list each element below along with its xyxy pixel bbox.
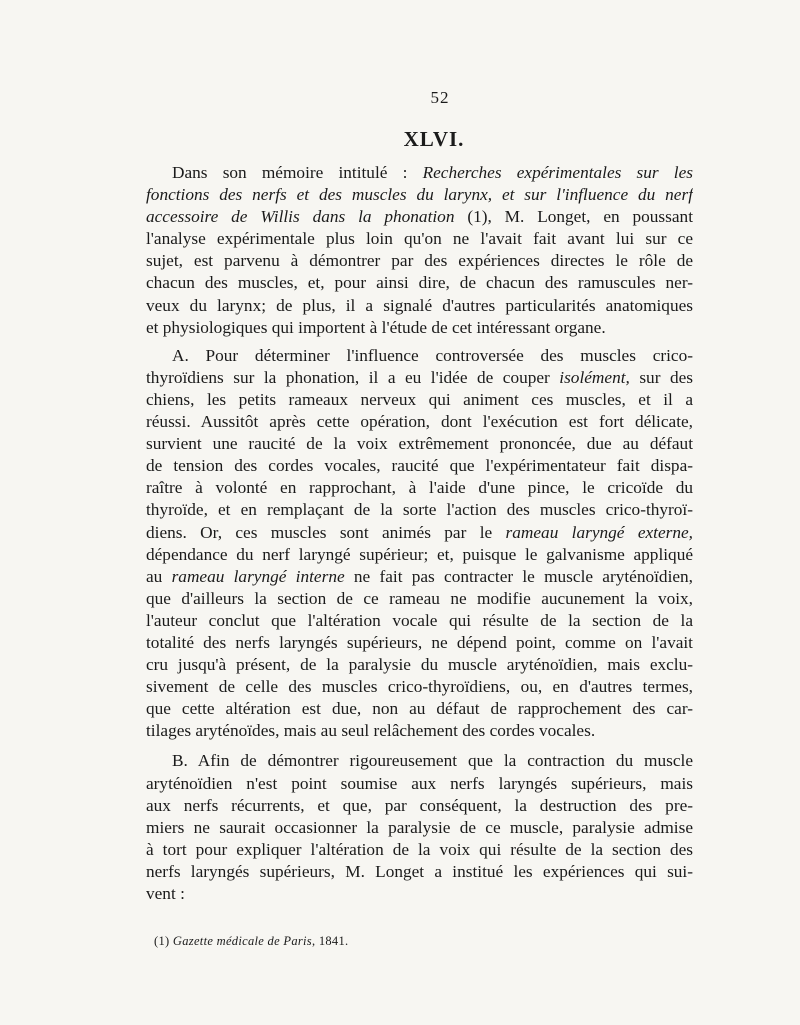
italic-text: Recherches expérimentales sur les <box>422 163 693 182</box>
text-line: totalité des nerfs laryngés supérieurs, ne dépend point, comme on l'avait <box>146 632 693 652</box>
text-line: sivement de celle des muscles crico-thyroïdiens, ou, en d'autres termes, <box>146 677 693 697</box>
text-line: miers ne saurait occasionner la paralysie de ce muscle, paralysie admise <box>146 817 693 837</box>
text-line: chiens, les petits rameaux nerveux qui animent ces muscles, et il a <box>146 389 693 409</box>
footnote-tail: , 1841. <box>311 934 349 948</box>
text-line: survient une raucité de la voix extrêmement prononcée, due au défaut <box>146 434 693 454</box>
text-line: A. Pour déterminer l'influence controversée des muscles crico- <box>172 345 693 365</box>
text-line: raître à volonté en rapprochant, à l'aide d'une pince, le cricoïde du <box>146 478 693 498</box>
italic-text: accessoire de Willis dans la phonation <box>146 207 455 227</box>
text-line: diens. Or, ces muscles sont animés par le rameau laryngé externe, <box>146 522 693 542</box>
text-line: réussi. Aussitôt après cette opération, dont l'exécution est fort délicate, <box>146 412 693 432</box>
text-line: dépendance du nerf laryngé supérieur; et, puisque le galvanisme appliqué <box>146 544 693 564</box>
page-number: 52 <box>430 88 450 107</box>
text-line: Dans son mémoire intitulé : Recherches expérimentales sur les <box>172 163 693 182</box>
italic-text: isolément, <box>559 367 630 387</box>
text-line: cru jusqu'à présent, de la paralysie du muscle aryténoïdien, mais exclu- <box>146 655 693 675</box>
text-line: au rameau laryngé interne ne fait pas contracter le muscle aryténoïdien, <box>146 566 693 586</box>
text-line: de tension des cordes vocales, raucité que l'expérimentateur fait dispa- <box>146 456 693 476</box>
section-title: XLVI. <box>403 127 465 151</box>
paragraph-a <box>146 345 693 743</box>
text-line: tilages aryténoïdes, mais au seul relâchement des cordes vocales. <box>146 721 596 741</box>
text-line: que d'ailleurs la section de ce rameau ne modifie aucunement la voix, <box>146 588 693 608</box>
italic-text: rameau laryngé interne <box>171 566 345 586</box>
text-line: sujet, est parvenu à démontrer par des expériences directes le rôle de <box>146 251 693 271</box>
text-line: veux du larynx; de plus, il a signalé d'autres particularités anatomiques <box>146 295 693 315</box>
text-line: thyroïdiens sur la phonation, il a eu l'idée de couper isolément, sur des <box>146 367 693 387</box>
text-line: B. Afin de démontrer rigoureusement que la contraction du muscle <box>172 751 693 771</box>
text-line: l'analyse expérimentale plus loin qu'on ne l'avait fait avant lui sur ce <box>146 229 693 249</box>
text-line: vent : <box>146 884 185 903</box>
text-line: nerfs laryngés supérieurs, M. Longet a institué les expériences qui sui- <box>146 861 693 881</box>
text-line: que cette altération est due, non au défaut de rapprochement des car- <box>146 699 693 719</box>
text-line: aux nerfs récurrents, et que, par conséquent, la destruction des pre- <box>146 795 693 815</box>
italic-text: fonctions des nerfs et des muscles du larynx, et sur l'influence du nerf <box>146 185 693 205</box>
text-line: et physiologiques qui importent à l'étude de cet intéressant organe. <box>146 317 606 337</box>
text-line: l'auteur conclut que l'altération vocale qui résulte de la section de la <box>146 610 693 630</box>
body-text <box>146 162 693 905</box>
footnote <box>154 934 348 949</box>
footnote-source: Gazette médicale de Paris <box>172 934 312 948</box>
text-line: thyroïde, et en remplaçant de la sorte l'action des muscles crico-thyroï- <box>146 500 693 520</box>
text-line: à tort pour expliquer l'altération de la voix qui résulte de la section des <box>146 839 693 859</box>
paragraph-b <box>146 750 693 905</box>
paragraph-intro <box>146 162 693 339</box>
text-line: accessoire de Willis dans la phonation (1), M. Longet, en poussant <box>146 207 693 227</box>
text-line <box>146 184 693 206</box>
text-line: chacun des muscles, et, pour ainsi dire, de chacun des ramuscules ner- <box>146 273 693 293</box>
footnote-marker: (1) <box>154 934 173 948</box>
italic-text: rameau laryngé externe, <box>505 522 693 542</box>
text-line: aryténoïdien n'est point soumise aux nerfs laryngés supérieurs, mais <box>146 773 693 793</box>
